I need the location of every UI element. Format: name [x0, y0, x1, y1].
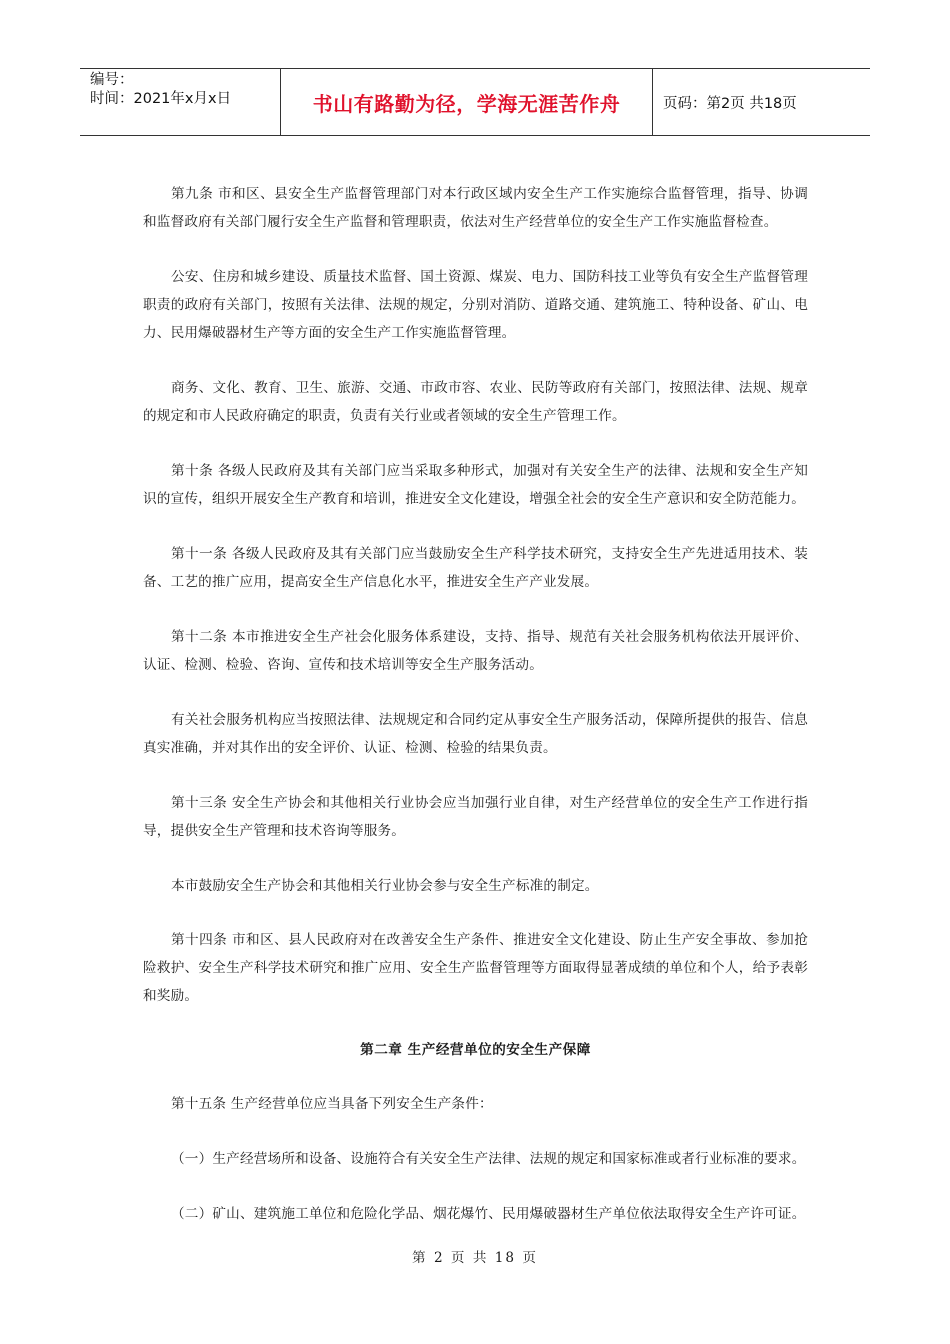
- document-number-label: 编号：: [90, 72, 134, 88]
- paragraph-article-14: 第十四条 市和区、县人民政府对在改善安全生产条件、推进安全文化建设、防止生产安全事故、参加抢险救护、安全生产科学技术研究和推广应用、安全生产监督管理等方面取得显著成绩的单位和个人，给予表彰和奖励。: [143, 932, 808, 1004]
- paragraph-article-10: 第十条 各级人民政府及其有关部门应当采取多种形式，加强对有关安全生产的法律、法规和安全生产知识的宣传，组织开展安全生产教育和培训，推进安全文化建设，增强全社会的安全生产意识和安全防范能力。: [143, 463, 808, 507]
- chapter-title: 第二章 生产经营单位的安全生产保障: [360, 1042, 591, 1058]
- paragraph-article-9: 第九条 市和区、县安全生产监督管理部门对本行政区域内安全生产工作实施综合监督管理，指导、协调和监督政府有关部门履行安全生产监督和管理职责，依法对生产经营单位的安全生产工作实施监督检查。: [143, 186, 808, 230]
- page-header: [80, 68, 870, 136]
- paragraph-article-13: 第十三条 安全生产协会和其他相关行业协会应当加强行业自律，对生产经营单位的安全生产工作进行指导，提供安全生产管理和技术咨询等服务。: [143, 795, 808, 839]
- paragraph-item-2: （二）矿山、建筑施工单位和危险化学品、烟花爆竹、民用爆破器材生产单位依法取得安全生产许可证。: [171, 1206, 806, 1222]
- document-time-label: 时间：2021年x月x日: [90, 91, 232, 107]
- paragraph-article-9-3: 商务、文化、教育、卫生、旅游、交通、市政市容、农业、民防等政府有关部门，按照法律、法规、规章的规定和市人民政府确定的职责，负责有关行业或者领域的安全生产管理工作。: [143, 380, 808, 424]
- paragraph-article-9-2: 公安、住房和城乡建设、质量技术监督、国土资源、煤炭、电力、国防科技工业等负有安全生产监督管理职责的政府有关部门，按照有关法律、法规的规定，分别对消防、道路交通、建筑施工、特种设备、矿山、电力、民用爆破器材生产等方面的安全生产工作实施监督管理。: [143, 269, 808, 341]
- paragraph-article-12: 第十二条 本市推进安全生产社会化服务体系建设，支持、指导、规范有关社会服务机构依法开展评价、认证、检测、检验、咨询、宣传和技术培训等安全生产服务活动。: [143, 629, 808, 673]
- document-body: [143, 180, 808, 1255]
- paragraph-item-1: （一）生产经营场所和设备、设施符合有关安全生产法律、法规的规定和国家标准或者行业标准的要求。: [171, 1151, 806, 1167]
- header-meta: [80, 69, 281, 135]
- page-footer: 第 2 页 共 18 页: [412, 1250, 538, 1266]
- paragraph-article-15: 第十五条 生产经营单位应当具备下列安全生产条件：: [171, 1096, 493, 1112]
- paragraph-article-13-2: 本市鼓励安全生产协会和其他相关行业协会参与安全生产标准的制定。: [171, 878, 599, 894]
- header-page-info: 页码：第2页 共18页: [663, 95, 797, 112]
- paragraph-article-11: 第十一条 各级人民政府及其有关部门应当鼓励安全生产科学技术研究，支持安全生产先进适用技术、装备、工艺的推广应用，提高安全生产信息化水平，推进安全生产产业发展。: [143, 546, 808, 590]
- header-motto: 书山有路勤为径，学海无涯苦作舟: [281, 69, 653, 135]
- paragraph-article-12-2: 有关社会服务机构应当按照法律、法规规定和合同约定从事安全生产服务活动，保障所提供的报告、信息真实准确，并对其作出的安全评价、认证、检测、检验的结果负责。: [143, 712, 808, 756]
